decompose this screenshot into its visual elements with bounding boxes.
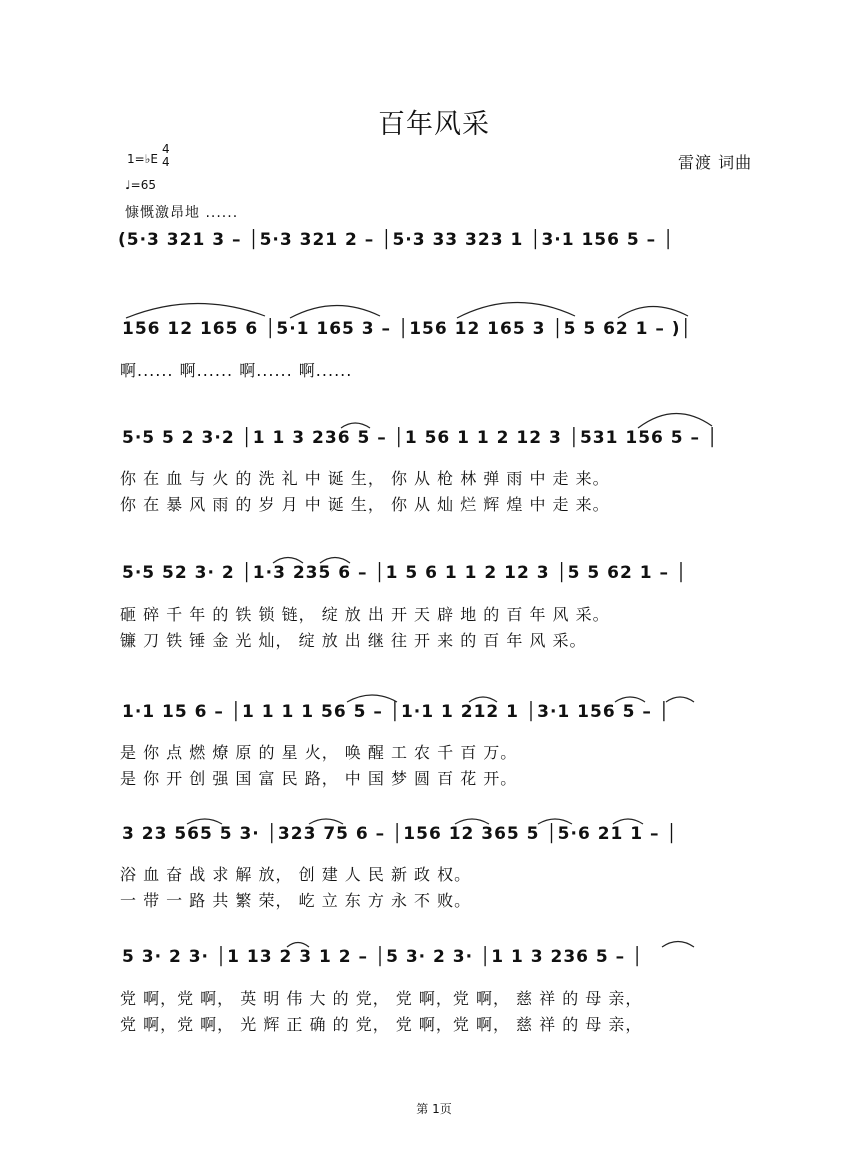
lyric-row-3-verse-2: 你 在 暴 风 雨 的 岁 月 中 诞 生， 你 从 灿 烂 辉 煌 中 走 来。 bbox=[120, 495, 610, 514]
slur-mark bbox=[618, 306, 688, 318]
notation-row-5: 1·1 15 6 – │1 1 1 1 56 5 – │1·1 1 212 1 │3·1 156 5 – │ bbox=[122, 702, 670, 722]
slur-mark bbox=[455, 819, 489, 824]
lyric-row-2-verse-1: 啊...... 啊...... 啊...... 啊...... bbox=[120, 361, 353, 380]
slur-mark bbox=[615, 697, 645, 702]
slur-mark bbox=[290, 305, 380, 318]
notation-row-2: 156 12 165 6 │5·1 165 3 – │156 12 165 3 │5 5 62 1 – )│ bbox=[122, 319, 692, 339]
slur-mark bbox=[638, 413, 712, 428]
lyric-row-6-verse-1: 浴 血 奋 战 求 解 放， 创 建 人 民 新 政 权。 bbox=[120, 865, 472, 884]
lyric-row-5-verse-1: 是 你 点 燃 燎 原 的 星 火， 唤 醒 工 农 千 百 万。 bbox=[120, 743, 518, 762]
time-signature-top: 4 bbox=[162, 142, 170, 156]
time-signature-bottom: 4 bbox=[162, 155, 170, 169]
slur-mark bbox=[613, 819, 643, 824]
notation-row-6: 3 23 565 5 3· │323 75 6 – │156 12 365 5 │5·6 21 1 – │ bbox=[122, 824, 678, 844]
slur-mark bbox=[309, 819, 343, 824]
slur-mark bbox=[662, 942, 694, 948]
notation-row-3: 5·5 5 2 3·2 │1 1 3 236 5 – │1 56 1 1 2 12 3 │531 156 5 – │ bbox=[122, 428, 719, 448]
slur-mark bbox=[126, 303, 265, 318]
tempo-marking: ♩=65 bbox=[125, 178, 156, 192]
lyric-row-4-verse-2: 镰 刀 铁 锤 金 光 灿， 绽 放 出 继 往 开 来 的 百 年 风 采。 bbox=[120, 631, 587, 650]
key-signature: 1=♭E bbox=[127, 152, 158, 166]
lyric-row-3-verse-1: 你 在 血 与 火 的 洗 礼 中 诞 生， 你 从 枪 林 弹 雨 中 走 来。 bbox=[120, 469, 610, 488]
lyric-row-4-verse-1: 砸 碎 千 年 的 铁 锁 链， 绽 放 出 开 天 辟 地 的 百 年 风 采。 bbox=[120, 605, 610, 624]
composer-credit: 雷渡 词曲 bbox=[678, 153, 753, 172]
expression-marking: 慷慨激昂地 ...... bbox=[125, 205, 239, 221]
song-title: 百年风采 bbox=[378, 109, 490, 140]
slur-mark bbox=[187, 819, 222, 824]
slur-mark bbox=[341, 423, 370, 428]
slur-mark bbox=[457, 302, 575, 318]
slur-mark bbox=[469, 697, 497, 702]
slur-mark bbox=[287, 943, 309, 948]
slur-mark bbox=[538, 819, 572, 824]
slur-mark bbox=[320, 558, 350, 564]
slur-mark bbox=[666, 697, 694, 702]
notation-row-1: (5·3 321 3 – │5·3 321 2 – │5·3 33 323 1 │3·1 156 5 – │ bbox=[118, 230, 675, 250]
slur-mark bbox=[347, 695, 397, 702]
notation-row-4: 5·5 52 3· 2 │1·3 235 6 – │1 5 6 1 1 2 12 3 │5 5 62 1 – │ bbox=[122, 563, 688, 583]
lyric-row-7-verse-2: 党 啊，党 啊， 光 辉 正 确 的 党， 党 啊，党 啊， 慈 祥 的 母 亲， bbox=[120, 1015, 643, 1034]
page-number: 第 1页 bbox=[416, 1102, 452, 1116]
slur-mark bbox=[273, 558, 303, 564]
lyric-row-7-verse-1: 党 啊，党 啊， 英 明 伟 大 的 党， 党 啊，党 啊， 慈 祥 的 母 亲， bbox=[120, 989, 643, 1008]
lyric-row-5-verse-2: 是 你 开 创 强 国 富 民 路， 中 国 梦 圆 百 花 开。 bbox=[120, 769, 518, 788]
notation-row-7: 5 3· 2 3· │1 13 2 3 1 2 – │5 3· 2 3· │1 1 3 236 5 – │ bbox=[122, 947, 644, 967]
lyric-row-6-verse-2: 一 带 一 路 共 繁 荣， 屹 立 东 方 永 不 败。 bbox=[120, 891, 472, 910]
